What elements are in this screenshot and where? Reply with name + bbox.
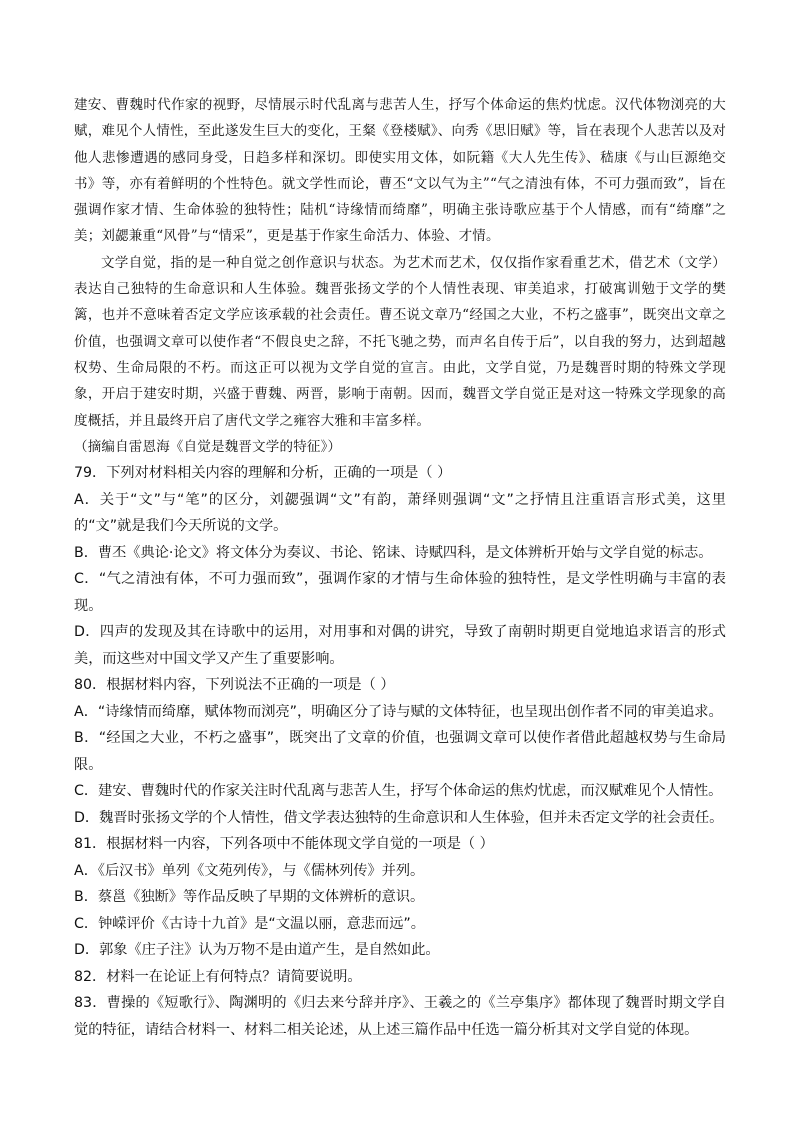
option-d: D．郭象《庄子注》认为万物不是由道产生，是自然如此。 [74,942,440,959]
question-stem: 79．下列对材料相关内容的理解和分析，正确的一项是（ ） [74,465,452,482]
option-c: C．“气之清浊有体，不可力强而致”，强调作家的才情与生命体验的独特性，是文学性明确与丰富的表现。 [74,571,726,614]
question-stem: 83．曹操的《短歌行》、陶渊明的《归去来兮辞并序》、王羲之的《兰亭集序》都体现了魏晋时期文学自觉的特征，请结合材料一、材料二相关论述，从上述三篇作品中任选一篇分析其对文学自觉的体现。 [74,995,726,1038]
question-82 [74,964,726,991]
option-a: A．《后汉书》单列《文苑列传》，与《儒林列传》并列。 [74,862,425,879]
passage-paragraph-2: 文学自觉，指的是一种自觉之创作意识与状态。为艺术而艺术，仅仅指作家看重艺术，借艺术（文学）表达自己独特的生命意识和人生体验。魏晋张扬文学的个人情性表现、审美追求，打破寓训勉于文学的樊篱，也并不意味着否定文学应该承载的社会责任。曹丕说文章乃“经国之大业，不朽之盛事”，既突出文章之价值，也强调文章可以使作者“不假良史之辞，不托飞驰之势，而声名自传于后”，以自我的努力，达到超越权势、生命局限的不朽。而这正可以视为文学自觉的宣言。由此，文学自觉，乃是魏晋时期的特殊文学现象，开启于建安时期，兴盛于曹魏、两晋，影响于南朝。因而，魏晋文学自觉正是对这一特殊文学现象的高度概括，并且最终开启了唐代文学之雍容大雅和丰富多样。 [74,254,726,429]
passage-paragraph-1: 建安、曹魏时代作家的视野，尽情展示时代乱离与悲苦人生，抒写个体命运的焦灼忧虑。汉代体物浏亮的大赋，难见个人情性，至此遂发生巨大的变化，王粲《登楼赋》、向秀《思旧赋》等，旨在表现个人悲苦以及对他人悲惨遭遇的感同身受，日趋多样和深切。即使实用文体，如阮籍《大人先生传》、嵇康《与山巨源绝交书》等，亦有着鲜明的个性特色。就文学性而论，曹丕“文以气为主”“气之清浊有体，不可力强而致”，旨在强调作家才情、生命体验的独特性；陆机“诗缘情而绮靡”，明确主张诗歌应基于个人情感，而有“绮靡”之美；刘勰兼重“风骨”与“情采”，更是基于作家生命活力、体验、才情。 [74,97,726,245]
question-stem: 81．根据材料一内容，下列各项中不能体现文学自觉的一项是（ ） [74,836,494,853]
passage-source: （摘编自雷恩海《自觉是魏晋文学的特征》） [74,438,342,455]
question-80 [74,672,726,831]
question-stem: 80．根据材料内容，下列说法不正确的一项是（ ） [74,677,395,694]
option-c: C．钟嵘评价《古诗十九首》是“文温以丽，意悲而远”。 [74,915,425,932]
question-79 [74,460,726,672]
question-81 [74,831,726,964]
option-d: D．四声的发现及其在诗歌中的运用，对用事和对偶的讲究，导致了南朝时期更自觉地追求语言的形式美，而这些对中国文学又产生了重要影响。 [74,624,726,667]
option-b: B．“经国之大业，不朽之盛事”，既突出了文章的价值，也强调文章可以使作者借此超越权势与生命局限。 [74,730,726,773]
option-c: C．建安、曹魏时代的作家关注时代乱离与悲苦人生，抒写个体命运的焦灼忧虑，而汉赋难见个人情性。 [74,783,723,800]
question-83 [74,990,726,1043]
exam-page [74,92,726,1043]
question-stem: 82．材料一在论证上有何特点？请简要说明。 [74,968,362,985]
reading-passage [74,92,726,460]
option-d: D．魏晋时张扬文学的个人情性，借文学表达独特的生命意识和人生体验，但并未否定文学的社会责任。 [74,809,724,826]
question-list [74,460,726,1043]
option-a: A．关于“文”与“笔”的区分，刘勰强调“文”有韵，萧绎则强调“文”之抒情且注重语言形式美，这里的“文”就是我们今天所说的文学。 [74,491,726,535]
option-a: A．“诗缘情而绮靡，赋体物而浏亮”，明确区分了诗与赋的文体特征，也呈现出创作者不同的审美追求。 [74,703,723,720]
option-b: B．曹丕《典论·论文》将文体分为奏议、书论、铭诔、诗赋四科，是文体辨析开始与文学自觉的标志。 [74,544,713,561]
option-b: B．蔡邕《独断》等作品反映了早期的文体辨析的意识。 [74,889,425,906]
